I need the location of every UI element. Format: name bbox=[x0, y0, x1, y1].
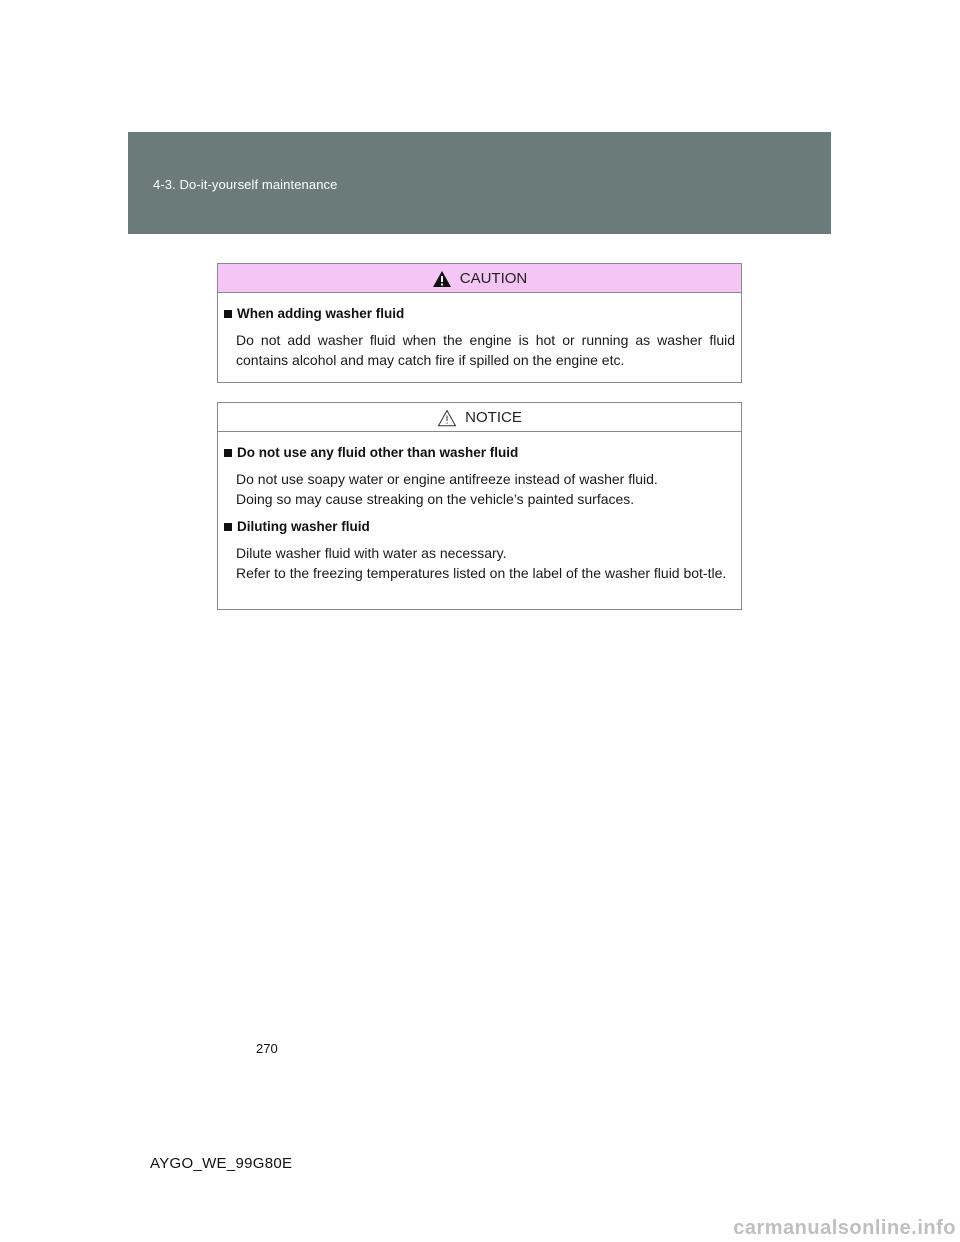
warning-outline-icon bbox=[437, 409, 457, 427]
bullet-square-icon bbox=[224, 523, 232, 531]
caution-item-text: Do not add washer fluid when the engine is hot or running as washer fluid contains alcohol and may catch fire if spilled on the engine etc. bbox=[236, 332, 735, 368]
caution-body bbox=[218, 293, 741, 370]
caution-title: CAUTION bbox=[459, 269, 528, 287]
notice-title: NOTICE bbox=[465, 408, 522, 426]
bullet-square-icon bbox=[224, 449, 232, 457]
caution-header bbox=[218, 264, 741, 293]
notice-item-text: Dilute washer fluid with water as necessary. bbox=[236, 545, 507, 561]
notice-body bbox=[218, 432, 741, 583]
page-number: 270 bbox=[256, 1041, 278, 1056]
notice-item bbox=[224, 518, 735, 583]
header-band bbox=[128, 132, 831, 234]
notice-item-text: Doing so may cause streaking on the vehicle’s painted surfaces. bbox=[236, 491, 635, 507]
notice-item-text: Refer to the freezing temperatures listed on the label of the washer fluid bot-tle. bbox=[236, 565, 727, 581]
section-title: 4-3. Do-it-yourself maintenance bbox=[153, 177, 338, 192]
caution-item bbox=[224, 305, 735, 370]
notice-header bbox=[218, 403, 741, 432]
notice-item bbox=[224, 444, 735, 509]
caution-box bbox=[217, 263, 742, 383]
bullet-square-icon bbox=[224, 310, 232, 318]
warning-filled-icon bbox=[432, 270, 452, 288]
document-code: AYGO_WE_99G80E bbox=[150, 1155, 293, 1172]
caution-item-heading: When adding washer fluid bbox=[237, 306, 405, 321]
notice-item-heading: Do not use any fluid other than washer fluid bbox=[237, 445, 519, 460]
notice-item-heading: Diluting washer fluid bbox=[237, 519, 370, 534]
notice-item-text: Do not use soapy water or engine antifreeze instead of washer fluid. bbox=[236, 471, 658, 487]
notice-box bbox=[217, 402, 742, 610]
watermark: carmanualsonline.info bbox=[733, 1217, 956, 1239]
